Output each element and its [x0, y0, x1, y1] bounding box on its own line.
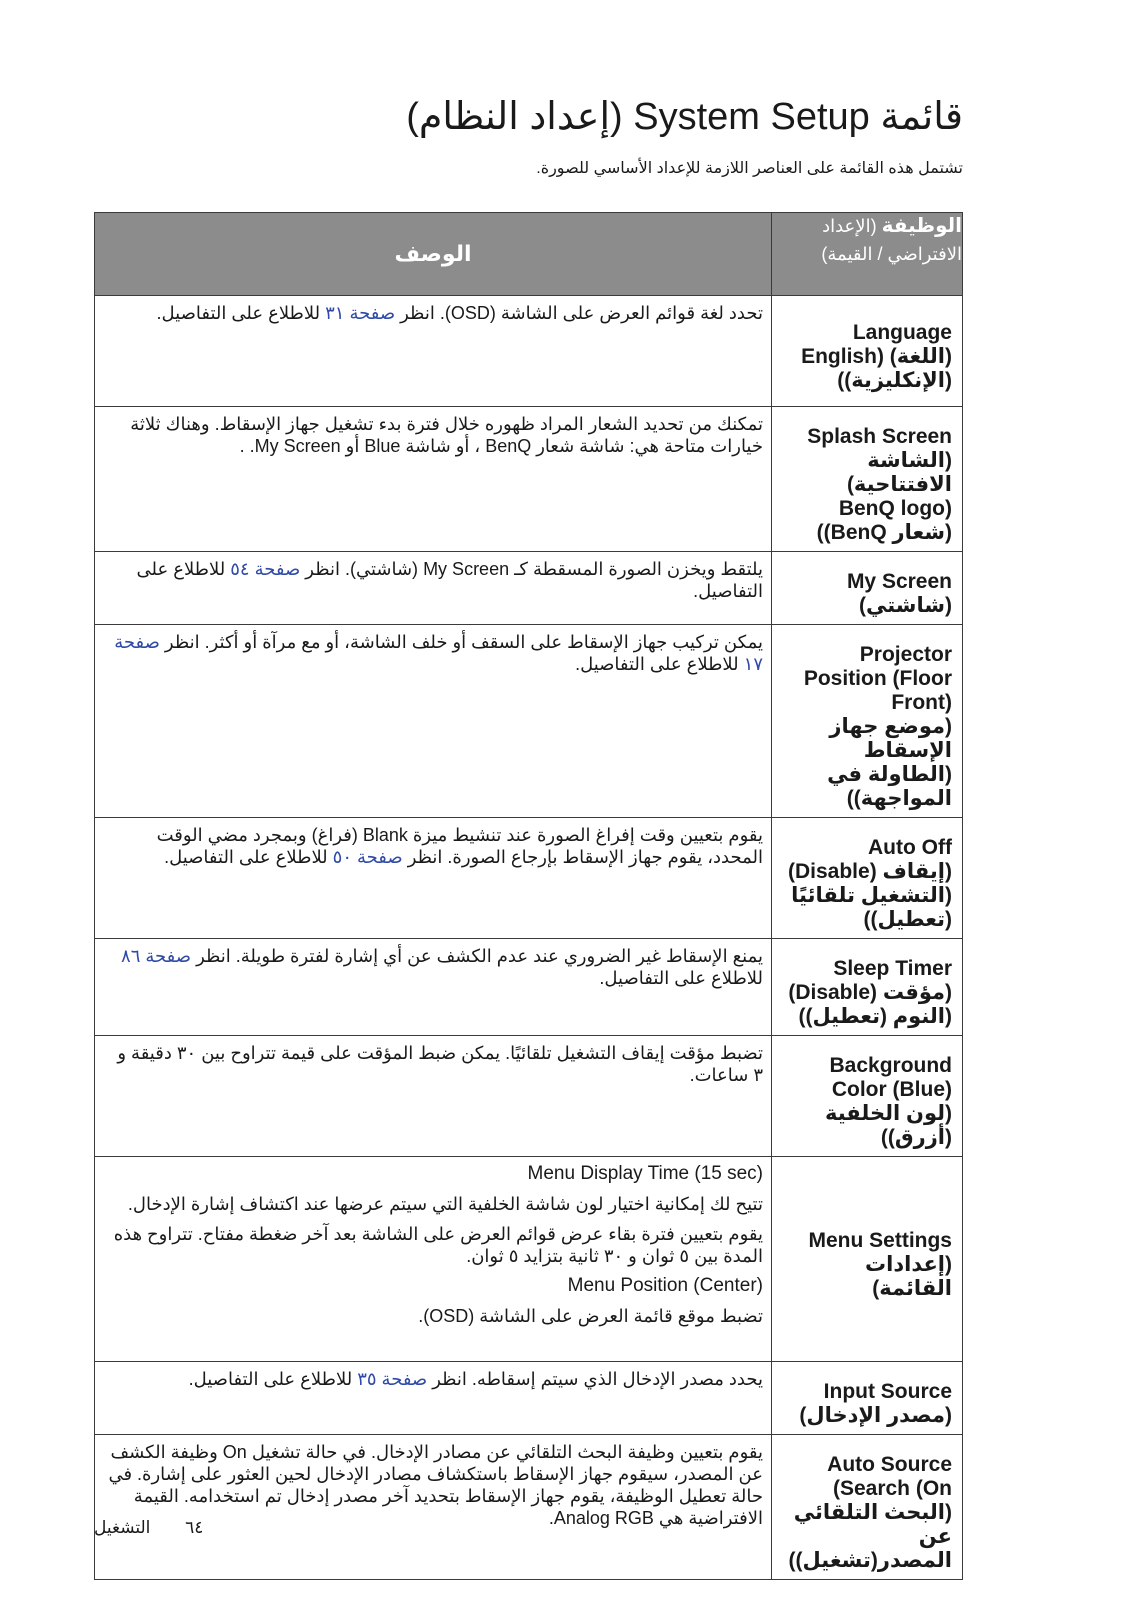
menu-display-time-label: Menu Display Time (15 sec)	[527, 1163, 763, 1184]
table-row	[95, 939, 963, 1036]
description-text: للاطلاع على التفاصيل.	[136, 559, 763, 601]
function-name: Menu Settings	[808, 1229, 952, 1252]
header-function-sub: الافتراضي / القيمة)	[821, 244, 962, 264]
page-number: ٦٤	[185, 1518, 204, 1537]
description-cell	[95, 552, 772, 625]
description-text: تضبط مؤقت إيقاف التشغيل تلقائيًا. يمكن ضبط المؤقت على قيمة تتراوح بين ٣٠ دقيقة و ٣ ساعات.	[117, 1043, 763, 1085]
description-text: للاطلاع على التفاصيل.	[156, 303, 326, 323]
description-text: يقوم بتعيين وقت إفراغ الصورة عند تنشيط ميزة Blank (فراغ) وبمجرد مضي الوقت المحدد، يقوم جهاز الإسقاط بإرجاع الصورة. انظر	[156, 825, 763, 867]
function-name: Splash Screen	[807, 425, 952, 448]
function-name: Sleep Timer	[833, 957, 952, 980]
function-option: (الشاشة الافتتاحية) (BenQ logo (شعار BenQ))	[816, 449, 952, 544]
description-text: تضبط موقع قائمة العرض على الشاشة (OSD).	[418, 1306, 763, 1326]
header-function-suffix: (الإعداد	[822, 216, 882, 236]
description-cell	[95, 939, 772, 1036]
function-name: Language	[852, 321, 952, 344]
function-name: Input Source	[823, 1380, 952, 1403]
table-row	[95, 552, 963, 625]
function-option: (إعدادات القائمة)	[865, 1253, 952, 1300]
function-option: (موضع جهاز الإسقاط (الطاولة في المواجهة))	[827, 715, 952, 810]
page-link[interactable]: صفحة ٣٥	[357, 1369, 428, 1389]
function-cell	[772, 1157, 963, 1362]
function-cell	[772, 296, 963, 407]
function-option: (البحث التلقائي عن المصدر(تشغيل))	[788, 1501, 952, 1572]
function-option: (لون الخلفية (أزرق))	[824, 1102, 952, 1149]
description-cell	[95, 296, 772, 407]
function-cell	[772, 1036, 963, 1157]
page-title: قائمة System Setup (إعداد النظام)	[406, 96, 963, 138]
header-function-main: الوظيفة	[881, 215, 962, 237]
description-cell	[95, 1036, 772, 1157]
page-link[interactable]: صفحة ٥٤	[230, 559, 301, 579]
function-option: (إيقاف (Disable) (التشغيل تلقائيًا (تعطيل))	[787, 860, 952, 931]
description-text: يمنع الإسقاط غير الضروري عند عدم الكشف عن أي إشارة لفترة طويلة. انظر	[191, 946, 763, 966]
description-cell	[95, 1435, 772, 1580]
page-footer	[94, 1518, 203, 1538]
table-row	[95, 1435, 963, 1580]
page-link[interactable]: صفحة ٣١	[325, 303, 396, 323]
function-cell	[772, 1362, 963, 1435]
function-option: (مؤقت (Disable) (النوم (تعطيل))	[788, 981, 952, 1028]
settings-table	[94, 212, 963, 1580]
description-cell	[95, 407, 772, 552]
function-cell	[772, 1435, 963, 1580]
page-intro: تشتمل هذه القائمة على العناصر اللازمة للإعداد الأساسي للصورة.	[536, 160, 963, 177]
table-row	[95, 1362, 963, 1435]
page-link[interactable]: صفحة ٥٠	[332, 847, 403, 867]
function-cell	[772, 818, 963, 939]
function-name: Auto Off	[868, 836, 952, 859]
description-cell	[95, 818, 772, 939]
function-option: (اللغة) (English (الإنكليزية))	[801, 345, 952, 392]
description-text: للاطلاع على التفاصيل.	[599, 968, 763, 988]
page-link[interactable]: صفحة ٨٦	[121, 946, 192, 966]
description-cell	[95, 1362, 772, 1435]
header-description: الوصف	[95, 213, 772, 296]
description-text: يلتقط ويخزن الصورة المسقطة كـ My Screen (شاشتي). انظر	[300, 559, 763, 579]
description-cell	[95, 1157, 772, 1362]
function-cell	[772, 407, 963, 552]
function-option: (مصدر الإدخال)	[799, 1404, 952, 1427]
function-name: Projector Position (Floor Front)	[803, 643, 952, 714]
function-name: Background Color (Blue)	[829, 1054, 952, 1101]
description-text: تحدد لغة قوائم العرض على الشاشة (OSD). انظر	[395, 303, 763, 323]
table-row	[95, 1036, 963, 1157]
function-cell	[772, 939, 963, 1036]
table-row	[95, 296, 963, 407]
description-text: يمكن تركيب جهاز الإسقاط على السقف أو خلف الشاشة، أو مع مرآة أو أكثر. انظر	[159, 632, 763, 652]
description-text: يحدد مصدر الإدخال الذي سيتم إسقاطه. انظر	[427, 1369, 763, 1389]
function-cell	[772, 552, 963, 625]
footer-label: التشغيل	[94, 1518, 151, 1537]
description-text: يقوم بتعيين وظيفة البحث التلقائي عن مصادر الإدخال. في حالة تشغيل On وظيفة الكشف عن المصدر، سيقوم جهاز الإسقاط باستكشاف مصادر الإدخال لحين العثور على إشارة. في حالة تعطيل الوظيفة، يقوم جهاز الإسقاط بتحديد آخر مصدر إدخال تم استخدامه. القيمة الافتراضية هي Analog RGB.	[108, 1442, 763, 1528]
description-text: يقوم بتعيين فترة بقاء عرض قوائم العرض على الشاشة بعد آخر ضغطة مفتاح. تتراوح هذه المدة بين ٥ ثوان و ٣٠ ثانية بتزايد ٥ ثوان.	[113, 1224, 763, 1266]
description-text: للاطلاع على التفاصيل.	[575, 654, 744, 674]
menu-position-label: Menu Position (Center)	[567, 1275, 763, 1296]
description-text: للاطلاع على التفاصيل.	[188, 1369, 358, 1389]
table-row	[95, 625, 963, 818]
description-text: تمكنك من تحديد الشعار المراد ظهوره خلال فترة بدء تشغيل جهاز الإسقاط. وهناك ثلاثة خيارات متاحة هي: شاشة شعار BenQ ، أو شاشة Blue أو My Screen. .	[130, 414, 763, 456]
description-text: للاطلاع على التفاصيل.	[164, 847, 333, 867]
table-row	[95, 1157, 963, 1362]
function-option: (شاشتي)	[859, 594, 952, 617]
table-header-row	[95, 213, 963, 296]
header-function	[772, 213, 963, 296]
function-name: Auto Source (Search (On	[827, 1453, 952, 1500]
function-name: My Screen	[846, 570, 952, 593]
page-link[interactable]: صفحة ١٧	[114, 632, 763, 674]
table-row	[95, 407, 963, 552]
function-cell	[772, 625, 963, 818]
description-cell	[95, 625, 772, 818]
table-row	[95, 818, 963, 939]
description-text: تتيح لك إمكانية اختيار لون شاشة الخلفية التي سيتم عرضها عند اكتشاف إشارة الإدخال.	[127, 1194, 763, 1214]
